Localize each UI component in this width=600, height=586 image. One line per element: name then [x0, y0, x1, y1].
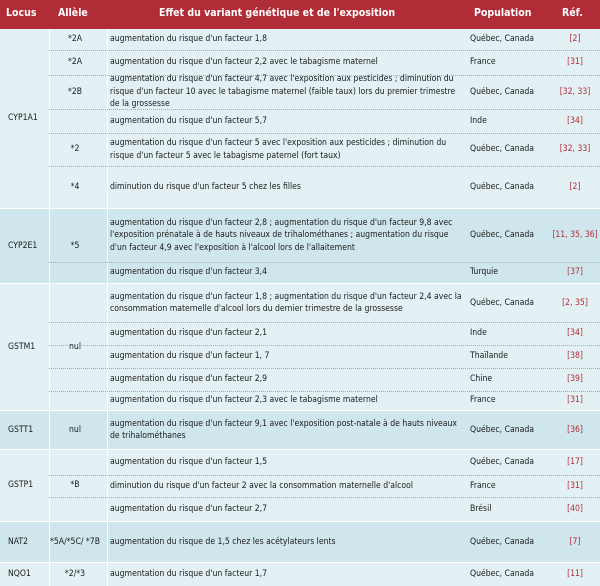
effect-cell: augmentation du risque de 1,5 chez les acétylateurs lents	[110, 536, 336, 547]
population-cell: Québec, Canada	[470, 34, 534, 45]
population-cell: Thaïlande	[470, 351, 508, 362]
population-cell: Québec, Canada	[470, 297, 534, 308]
effect-cell: augmentation du risque d'un facteur 1,7	[110, 569, 268, 580]
header-allele: Allèle	[58, 7, 88, 19]
locus-group-cyp2e1	[0, 209, 600, 283]
reference-cell: [36]	[567, 424, 583, 435]
locus-cell: NQO1	[8, 569, 31, 580]
effect-cell: augmentation du risque d'un facteur 4,7 avec l'exposition aux pesticides ; diminution du risque d'un facteur 10 avec le tabagisme maternel (faible taux) lors du premier trimestre de la grossesse	[110, 74, 456, 110]
locus-group-cyp1a1	[0, 29, 600, 208]
reference-cell: [40]	[567, 503, 583, 514]
allele-cell: *5A/*5C/ *7B	[50, 536, 101, 547]
population-cell: Chine	[470, 374, 493, 385]
allele-cell: *4	[70, 181, 80, 192]
header-locus: Locus	[6, 7, 37, 19]
allele-cell: nul	[69, 341, 81, 352]
locus-cell: CYP2E1	[8, 240, 38, 251]
allele-cell: *2/*3	[64, 569, 86, 580]
allele-cell: *5	[70, 240, 80, 251]
effect-cell: augmentation du risque d'un facteur 3,4	[110, 267, 268, 278]
locus-group-gstp1	[0, 450, 600, 521]
effect-cell: augmentation du risque d'un facteur 5,7	[110, 115, 268, 126]
population-cell: Québec, Canada	[470, 86, 534, 97]
population-cell: Québec, Canada	[470, 569, 534, 580]
population-cell: Québec, Canada	[470, 424, 534, 435]
effect-cell: augmentation du risque d'un facteur 2,3 avec le tabagisme maternel	[110, 395, 378, 406]
column-divider	[107, 563, 108, 586]
reference-cell: [31]	[567, 480, 583, 491]
population-cell: Québec, Canada	[470, 457, 534, 468]
locus-group-nat2	[0, 522, 600, 562]
header-ref: Réf.	[562, 7, 583, 19]
column-divider	[107, 450, 108, 521]
locus-group-nqo1	[0, 563, 600, 586]
reference-cell: [11]	[567, 569, 583, 580]
locus-group-gstt1	[0, 411, 600, 449]
reference-cell: [2, 35]	[562, 297, 588, 308]
allele-cell: *2A	[67, 34, 83, 45]
effect-cell: diminution du risque d'un facteur 5 chez les filles	[110, 181, 301, 192]
reference-cell: [17]	[567, 457, 583, 468]
effect-cell: augmentation du risque d'un facteur 9,1 avec l'exposition post-natale à de hauts niveaux de trihalométhanes	[110, 418, 457, 441]
locus-cell: GSTP1	[8, 480, 34, 491]
population-cell: France	[470, 57, 496, 68]
column-divider	[107, 209, 108, 283]
reference-cell: [31]	[567, 395, 583, 406]
allele-cell: nul	[69, 424, 81, 435]
population-cell: France	[470, 480, 496, 491]
table-header	[0, 0, 600, 29]
population-cell: France	[470, 395, 496, 406]
column-divider	[107, 522, 108, 562]
effect-cell: augmentation du risque d'un facteur 5 avec l'exposition aux pesticides ; diminution du risque d'un facteur 5 avec le tabagisme paternel (fort taux)	[110, 138, 447, 161]
reference-cell: [2]	[569, 34, 581, 45]
effect-cell: diminution du risque d'un facteur 2 avec la consommation maternelle d'alcool	[110, 480, 413, 491]
effect-cell: augmentation du risque d'un facteur 2,8 ; augmentation du risque d'un facteur 9,8 avec l'exposition prénatale à de hauts niveaux de trihalométhanes ; augmentation du risque d'un facteur 4,9 avec l'exposition à l'alcool lors de l'allaitement	[110, 217, 453, 253]
allele-cell	[50, 109, 100, 133]
population-cell: Québec, Canada	[470, 230, 534, 241]
reference-cell: [31]	[567, 57, 583, 68]
effect-cell: augmentation du risque d'un facteur 2,9	[110, 374, 268, 385]
effect-cell: augmentation du risque d'un facteur 1, 7	[110, 351, 270, 362]
population-cell: Québec, Canada	[470, 181, 534, 192]
reference-cell: [37]	[567, 267, 583, 278]
locus-cell: GSTT1	[8, 424, 34, 435]
reference-cell: [2]	[569, 181, 581, 192]
reference-cell: [32, 33]	[559, 144, 591, 155]
population-cell: Québec, Canada	[470, 536, 534, 547]
reference-cell: [38]	[567, 351, 583, 362]
locus-cell: NAT2	[8, 536, 29, 547]
allele-cell: *B	[70, 480, 80, 491]
effect-cell: augmentation du risque d'un facteur 2,1	[110, 328, 268, 339]
population-cell: Brésil	[470, 503, 492, 514]
population-cell: Québec, Canada	[470, 144, 534, 155]
reference-cell: [11, 35, 36]	[552, 230, 598, 241]
locus-group-gstm1	[0, 284, 600, 410]
reference-cell: [34]	[567, 115, 583, 126]
header-effet: Effet du variant génétique et de l'exposition	[159, 7, 396, 19]
column-divider	[107, 29, 108, 208]
header-population: Population	[474, 7, 532, 19]
column-divider	[107, 411, 108, 449]
effect-cell: augmentation du risque d'un facteur 1,8	[110, 34, 268, 45]
effect-cell: augmentation du risque d'un facteur 1,8 ; augmentation du risque d'un facteur 2,4 avec la consommation maternelle d'alcool lors du dernier trimestre de la grossesse	[110, 291, 462, 314]
effect-cell: augmentation du risque d'un facteur 2,2 avec le tabagisme maternel	[110, 57, 378, 68]
locus-cell: GSTM1	[8, 341, 36, 352]
allele-cell: *2A	[67, 57, 83, 68]
reference-cell: [34]	[567, 328, 583, 339]
allele-cell: *2	[70, 144, 80, 155]
locus-cell: CYP1A1	[8, 113, 38, 124]
reference-cell: [39]	[567, 374, 583, 385]
reference-cell: [7]	[569, 536, 581, 547]
population-cell: Inde	[470, 115, 487, 126]
effect-cell: augmentation du risque d'un facteur 1,5	[110, 457, 268, 468]
population-cell: Inde	[470, 328, 487, 339]
reference-cell: [32, 33]	[559, 86, 591, 97]
population-cell: Turquie	[470, 267, 499, 278]
allele-cell: *2B	[67, 86, 83, 97]
effect-cell: augmentation du risque d'un facteur 2,7	[110, 503, 268, 514]
